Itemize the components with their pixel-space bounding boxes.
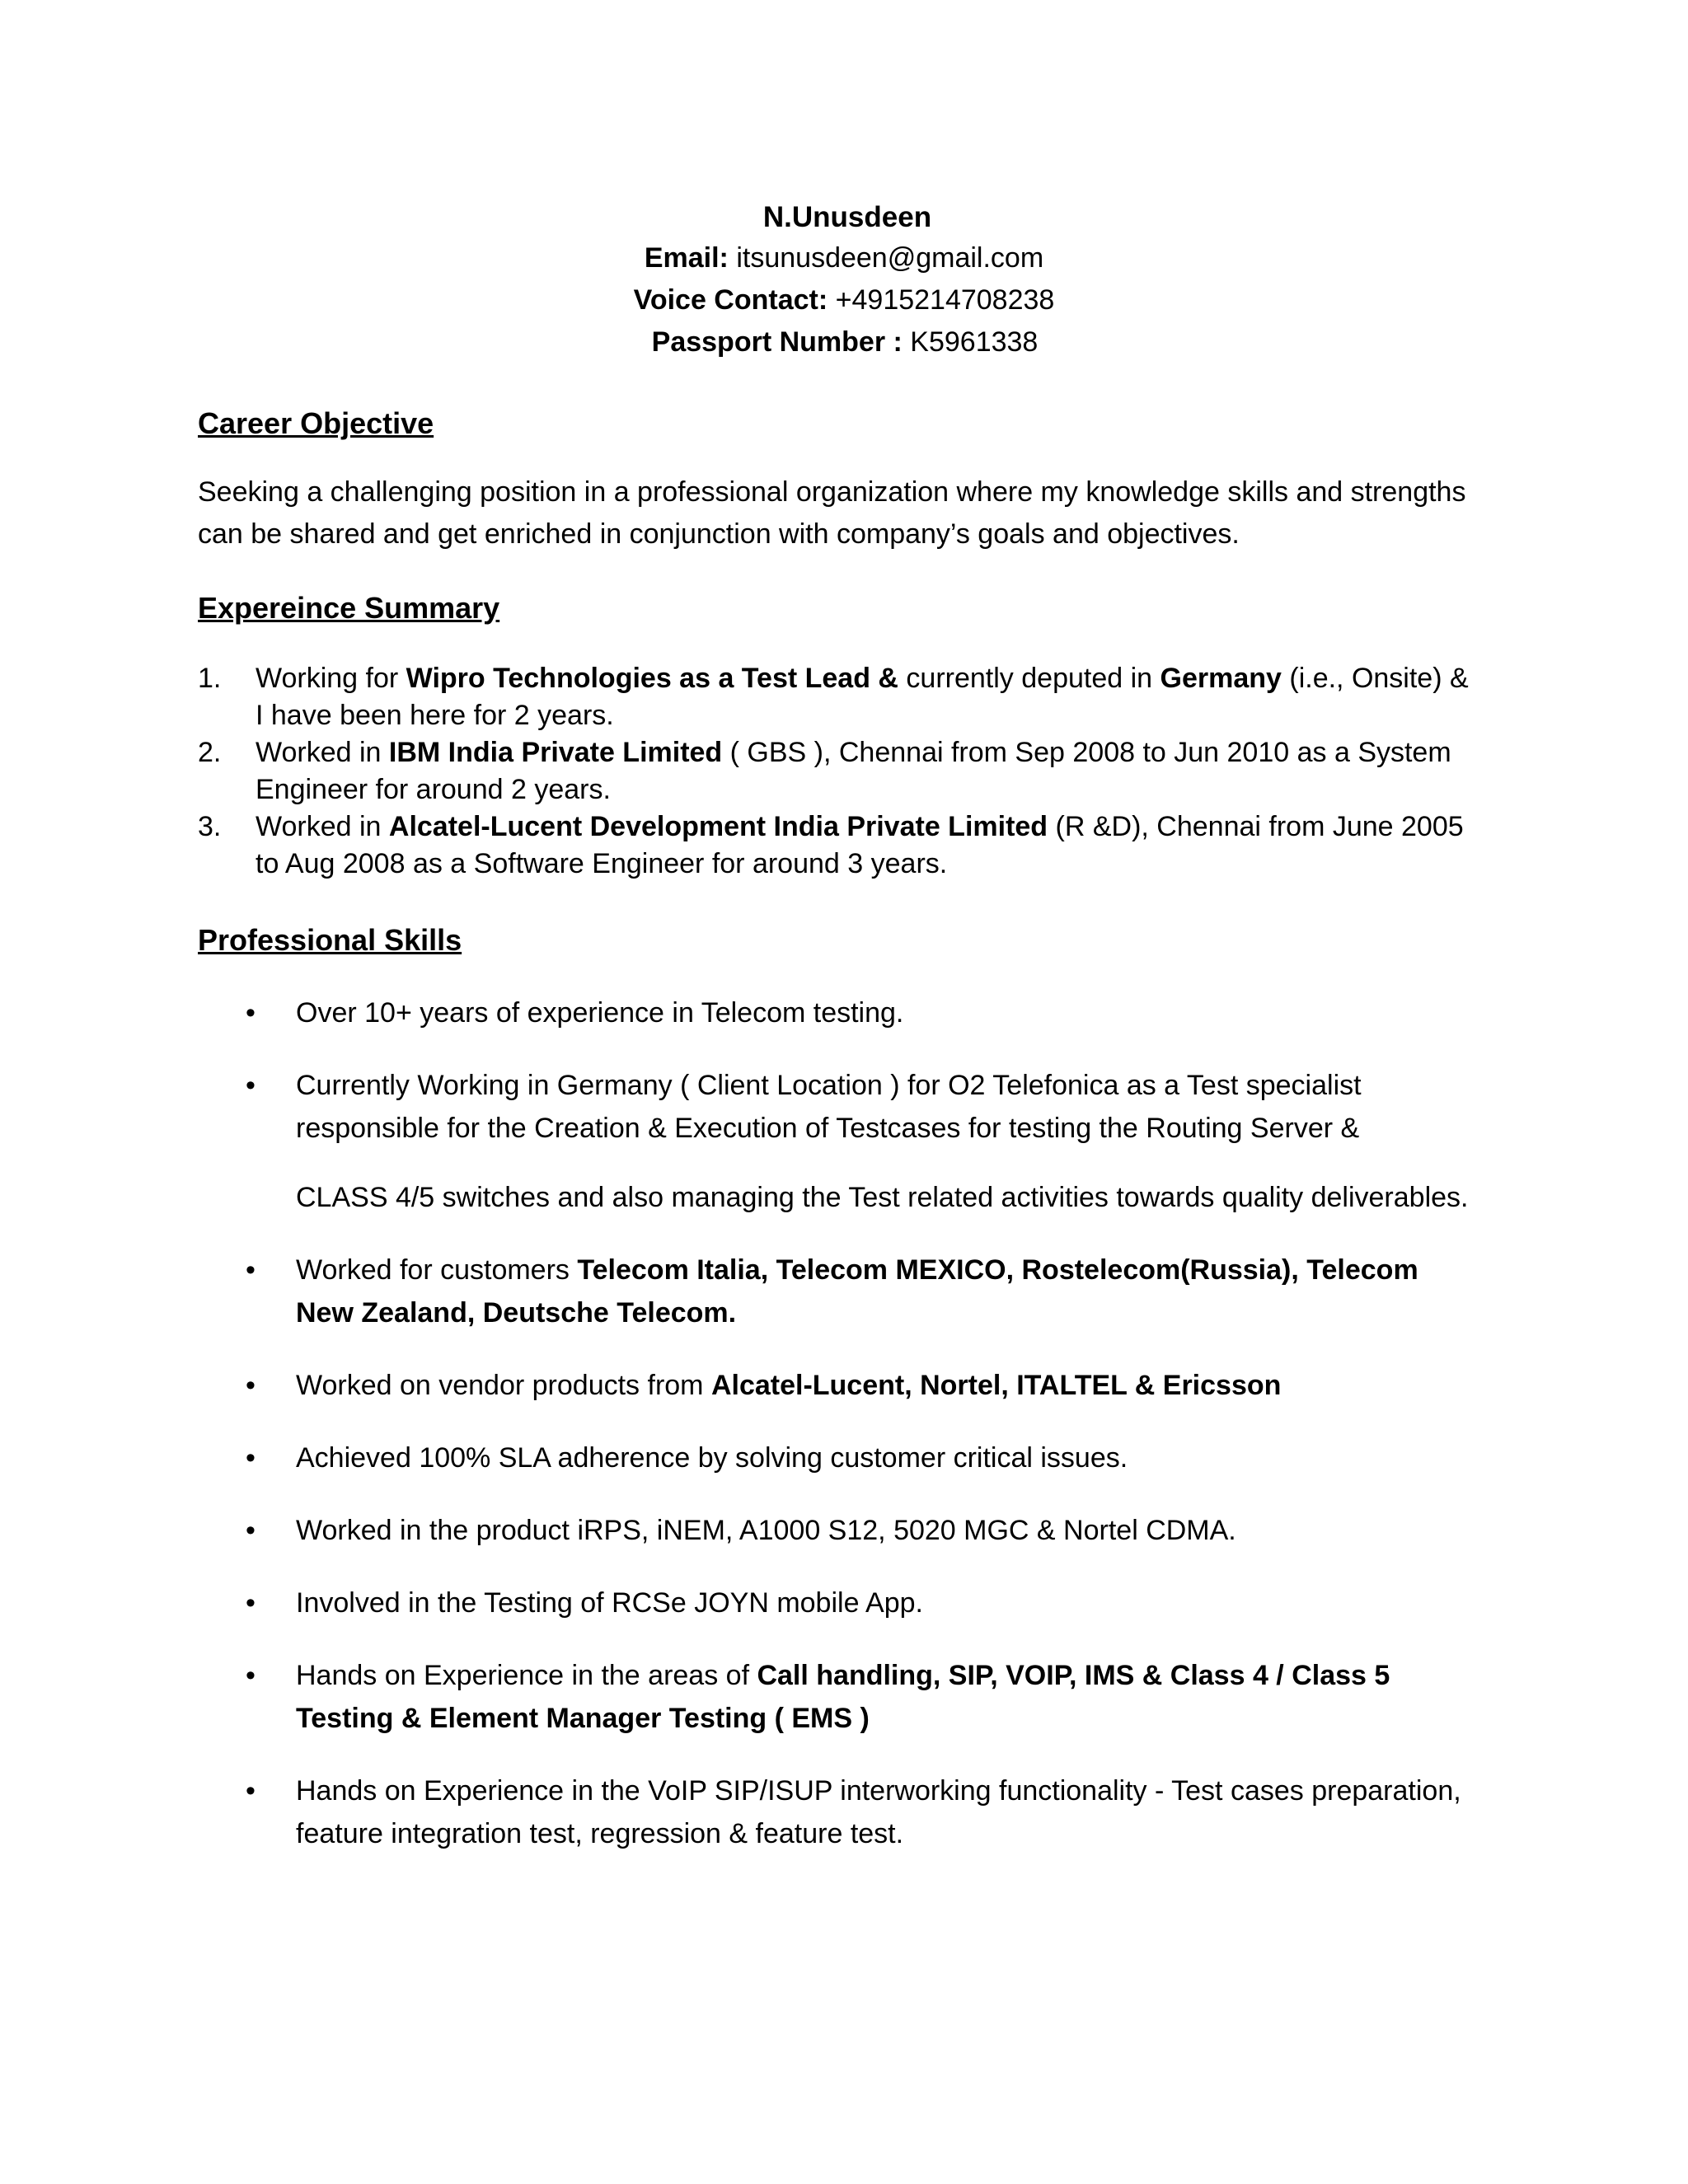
bullet-icon: • xyxy=(246,1587,256,1619)
skill-text: Achieved 100% SLA adherence by solving customer critical issues. xyxy=(296,1442,1128,1474)
skill-text: Currently Working in Germany ( Client Location ) for O2 Telefonica as a Test specialist responsible for the Creation & Execution of Testcases for testing the Routing Server & xyxy=(296,1070,1362,1144)
experience-summary-title: Expereince Summary xyxy=(198,591,500,625)
bullet-icon: • xyxy=(246,1442,256,1474)
voice-contact-value: +4915214708238 xyxy=(835,284,1055,316)
bullet-icon: • xyxy=(246,1070,256,1101)
skill-text: Over 10+ years of experience in Telecom testing. xyxy=(296,997,904,1029)
bullet-icon: • xyxy=(246,1370,256,1401)
skill-text: Involved in the Testing of RCSe JOYN mobile App. xyxy=(296,1587,923,1619)
passport-value: K5961338 xyxy=(910,326,1039,358)
skill-item xyxy=(198,1509,1484,1552)
career-objective-title: Career Objective xyxy=(198,406,434,440)
voice-contact-line xyxy=(0,279,1688,321)
email-label: Email: xyxy=(644,242,729,274)
experience-item xyxy=(198,808,1484,883)
bullet-icon: • xyxy=(246,1515,256,1546)
email-value: itsunusdeen@gmail.com xyxy=(736,242,1044,274)
skill-item xyxy=(198,1364,1484,1407)
professional-skills-title: Professional Skills xyxy=(198,923,462,957)
skills-list xyxy=(198,991,1484,1855)
skill-highlight: Telecom Italia, Telecom MEXICO, Rostelecom(Russia), Telecom New Zealand, Deutsche Telecom. xyxy=(296,1254,1418,1329)
skill-item xyxy=(198,1769,1484,1855)
bullet-icon: • xyxy=(246,1775,256,1807)
skill-text: Hands on Experience in the areas of xyxy=(296,1660,757,1691)
bullet-icon: • xyxy=(246,997,256,1029)
professional-skills-section xyxy=(198,921,1484,1885)
passport-label: Passport Number : xyxy=(651,326,903,358)
experience-text: Worked in xyxy=(256,811,389,842)
experience-text: currently deputed in xyxy=(898,663,1160,694)
experience-item xyxy=(198,734,1484,808)
skill-item xyxy=(198,1436,1484,1479)
skill-item xyxy=(198,1654,1484,1740)
resume-header xyxy=(0,198,1688,363)
experience-text: Worked in xyxy=(256,737,389,768)
skill-text: Worked in the product iRPS, iNEM, A1000 S12, 5020 MGC & Nortel CDMA. xyxy=(296,1515,1236,1546)
candidate-name: N.Unusdeen xyxy=(762,201,932,233)
skill-text-continued: CLASS 4/5 switches and also managing the Test related activities towards quality deliverables. xyxy=(296,1182,1469,1213)
email-line xyxy=(0,237,1688,279)
skill-item xyxy=(198,1064,1484,1219)
experience-employer: Alcatel-Lucent Development India Private Limited xyxy=(388,811,1048,842)
experience-number: 2. xyxy=(198,737,222,768)
skill-highlight: Alcatel-Lucent, Nortel, ITALTEL & Ericsson xyxy=(710,1370,1282,1401)
career-objective-section xyxy=(198,404,1484,555)
experience-summary-section xyxy=(198,588,1484,883)
experience-text: (i.e., Onsite) & I have been here for 2 years. xyxy=(256,663,1469,731)
experience-item xyxy=(198,660,1484,734)
skill-item xyxy=(198,991,1484,1034)
experience-employer: IBM India Private Limited xyxy=(388,737,723,768)
experience-number: 3. xyxy=(198,811,222,842)
experience-employer: Wipro Technologies as a Test Lead & xyxy=(406,663,898,694)
skill-item xyxy=(198,1582,1484,1624)
skill-text: Worked on vendor products from xyxy=(296,1370,711,1401)
career-objective-text: Seeking a challenging position in a professional organization where my knowledge skills and strengths can be shared and get enriched in conjunction with company’s goals and objectives. xyxy=(198,476,1466,550)
experience-location: Germany xyxy=(1160,663,1282,694)
passport-line xyxy=(2,321,1688,363)
experience-list xyxy=(198,660,1484,883)
experience-text: (R &D), Chennai from June 2005 to Aug 2008 as a Software Engineer for around 3 years. xyxy=(256,811,1464,879)
experience-text: Working for xyxy=(256,663,406,694)
skill-highlight: Call handling, SIP, VOIP, IMS & Class 4 / Class 5 Testing & Element Manager Testing ( EMS ) xyxy=(296,1660,1390,1734)
voice-contact-label: Voice Contact: xyxy=(633,284,828,316)
skill-text: Hands on Experience in the VoIP SIP/ISUP interworking functionality - Test cases preparation, feature integration test, regression & feature test. xyxy=(296,1775,1461,1849)
experience-number: 1. xyxy=(198,663,222,694)
bullet-icon: • xyxy=(246,1660,256,1691)
bullet-icon: • xyxy=(246,1254,256,1286)
skill-item xyxy=(198,1249,1484,1334)
experience-text: ( GBS ), Chennai from Sep 2008 to Jun 2010 as a System Engineer for around 2 years. xyxy=(256,737,1451,805)
skill-text: Worked for customers xyxy=(296,1254,578,1286)
